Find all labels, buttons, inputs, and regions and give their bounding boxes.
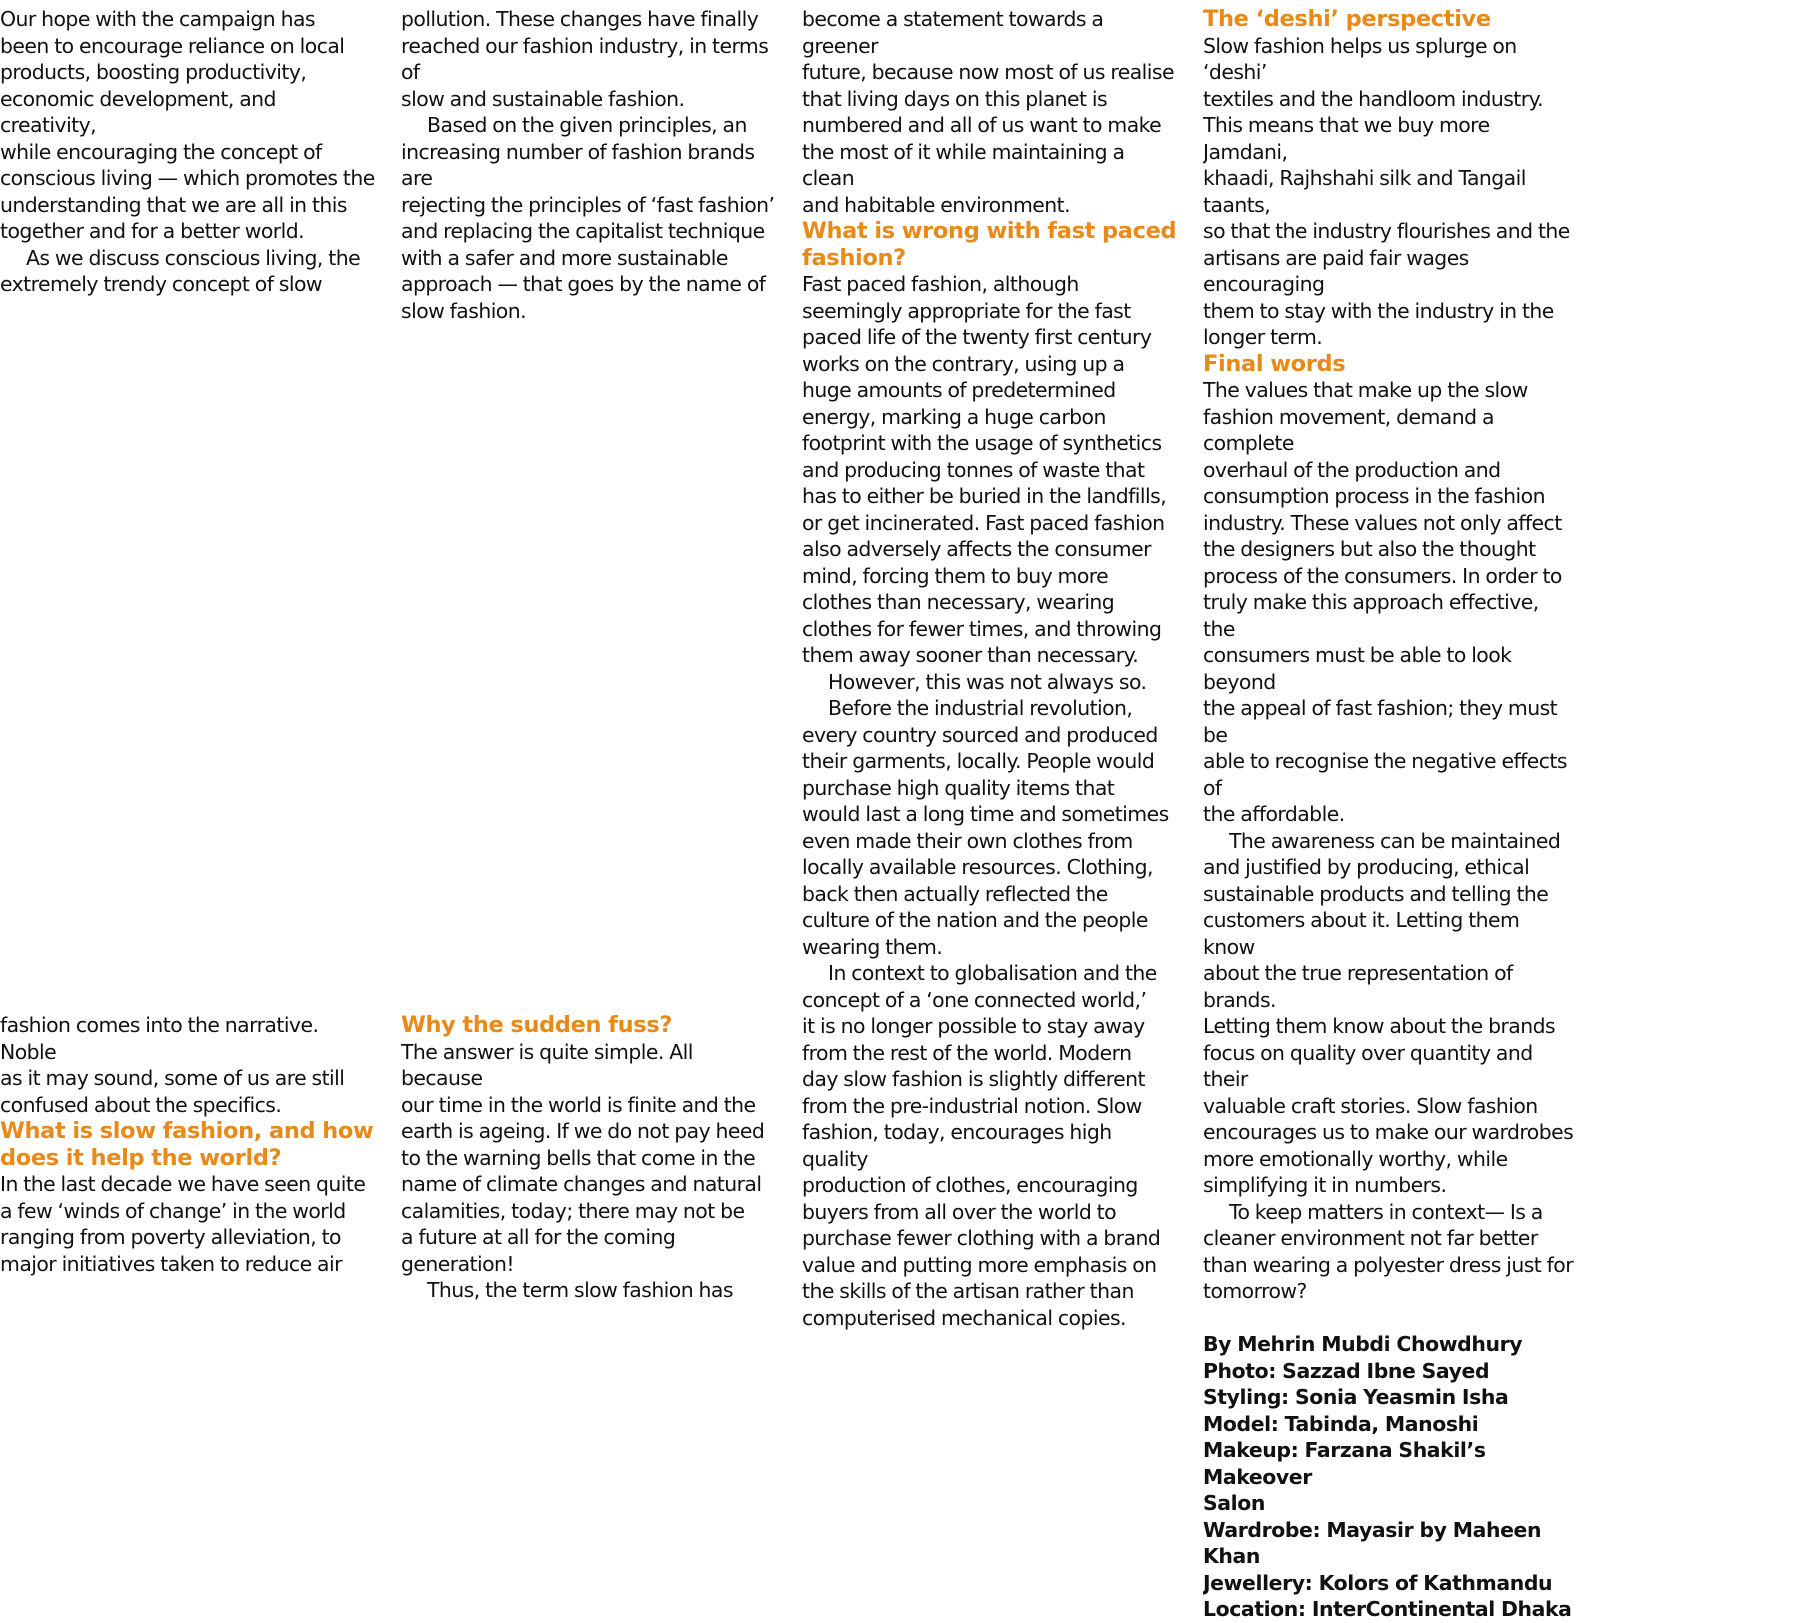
column-4 (1203, 6, 1575, 1623)
credit-model: Model: Tabinda, Manoshi (1203, 1411, 1479, 1436)
section-heading: Why the sudden fuss? (401, 1012, 673, 1038)
credit-location: Location: InterContinental Dhaka (1203, 1597, 1572, 1621)
credit-wardrobe: Wardrobe: Mayasir by Maheen Khan (1203, 1517, 1542, 1568)
section-heading: The ‘deshi’ perspective (1203, 6, 1491, 32)
column-3 (802, 6, 1177, 1331)
section-heading: What is slow fashion, and how does it help the world? (0, 1118, 374, 1171)
paragraph: Fast paced fashion, although seemingly appropriate for the fast paced life of the twenty first century works on the contrary, using up a huge amounts of predetermined energy, marking a huge carbon footprint with the usage of synthetics and producing tonnes of waste that has to either be buried in the landfills, or get incinerated. Fast paced fashion also adversely affects the consumer mind, forcing them to buy more clothes than necessary, wearing clothes for fewer times, and throwing them away sooner than necessary. (802, 272, 1167, 667)
credit-photo: Photo: Sazzad Ibne Sayed (1203, 1358, 1490, 1383)
paragraph: The values that make up the slow fashion movement, demand a complete overhaul of the production and consumption process in the fashion industry. These values not only affect the designers but also the thought process of the consumers. In order to truly make this approach effective, the consumers must be able to look beyond the appeal of fast fashion; they must be able to recognise the negative effects of the affordable. (1203, 378, 1567, 826)
paragraph: To keep matters in context— Is a cleaner environment not far better than wearing a polyester dress just for tomorrow? (1203, 1199, 1574, 1303)
paragraph: In context to globalisation and the concept of a ‘one connected world,’ it is no longer possible to stay away from the rest of the world. Modern day slow fashion is slightly different from the pre-industrial notion. Slow fashion, today, encourages high quality production of clothes, encouraging buyers from all over the world to purchase fewer clothing with a brand value and putting more emphasis on the skills of the artisan rather than computerised mechanical copies. (802, 961, 1161, 1330)
paragraph: Based on the given principles, an increasing number of fashion brands are rejecting the principles of ‘fast fashion’ and replacing the capitalist technique with a safer and more sustainable approach — that goes by the name of slow fashion. (401, 113, 775, 323)
section-heading: What is wrong with fast paced fashion? (802, 218, 1177, 271)
paragraph: Thus, the term slow fashion has (427, 1278, 733, 1302)
paragraph: As we discuss conscious living, the extremely trendy concept of slow (0, 245, 361, 296)
credit-byline: By Mehrin Mubdi Chowdhury (1203, 1332, 1523, 1356)
column-2-bottom (401, 1012, 776, 1304)
paragraph: fashion comes into the narrative. Noble as it may sound, some of us are still confused about the specifics. (0, 1013, 345, 1117)
column-2-top (401, 6, 776, 324)
section-heading: Final words (1203, 350, 1346, 377)
credit-makeup: Makeup: Farzana Shakil’s Makeover Salon (1203, 1438, 1486, 1515)
credit-jewellery: Jewellery: Kolors of Kathmandu (1203, 1570, 1553, 1595)
paragraph: Slow fashion helps us splurge on ‘deshi’ textiles and the handloom industry. This means that we buy more Jamdani, khaadi, Rajhshahi silk and Tangail taants, so that the industry flourishes and the artisans are paid fair wages encouraging them to stay with the industry in the longer term. (1203, 33, 1570, 349)
paragraph: The awareness can be maintained and justified by producing, ethical sustainable products and telling the customers about it. Letting them know about the true representation of brands. Letting them know about the brands focus on quality over quantity and their valuable craft stories. Slow fashion encourages us to make our wardrobes more emotionally worthy, while simplifying it in numbers. (1203, 828, 1574, 1197)
paragraph: In the last decade we have seen quite a few ‘winds of change’ in the world ranging from poverty alleviation, to major initiatives taken to reduce air (0, 1172, 366, 1276)
paragraph: The answer is quite simple. All because our time in the world is finite and the earth is ageing. If we do not pay heed to the warning bells that come in the name of climate changes and natural calamities, today; there may not be a future at all for the coming generation! (401, 1039, 765, 1276)
column-1-top (0, 6, 375, 298)
paragraph: pollution. These changes have finally reached our fashion industry, in terms of slow and sustainable fashion. (401, 7, 769, 111)
credit-styling: Styling: Sonia Yeasmin Isha (1203, 1385, 1509, 1409)
paragraph: Before the industrial revolution, every country sourced and produced their garments, locally. People would purchase high quality items that would last a long time and sometimes even made their own clothes from locally available resources. Clothing, back then actually reflected the culture of the nation and the people wearing them. (802, 696, 1169, 959)
paragraph: Our hope with the campaign has been to encourage reliance on local products, boosting productivity, economic development, and creativity, while encouraging the concept of conscious living — which promotes the understanding that we are all in this together and for a better world. (0, 7, 375, 243)
column-1-bottom (0, 1012, 375, 1277)
credits-block (1203, 1331, 1575, 1623)
paragraph: become a statement towards a greener future, because now most of us realise that living days on this planet is numbered and all of us want to make the most of it while maintaining a clean and habitable environment. (802, 7, 1174, 217)
paragraph: However, this was not always so. (828, 669, 1147, 694)
